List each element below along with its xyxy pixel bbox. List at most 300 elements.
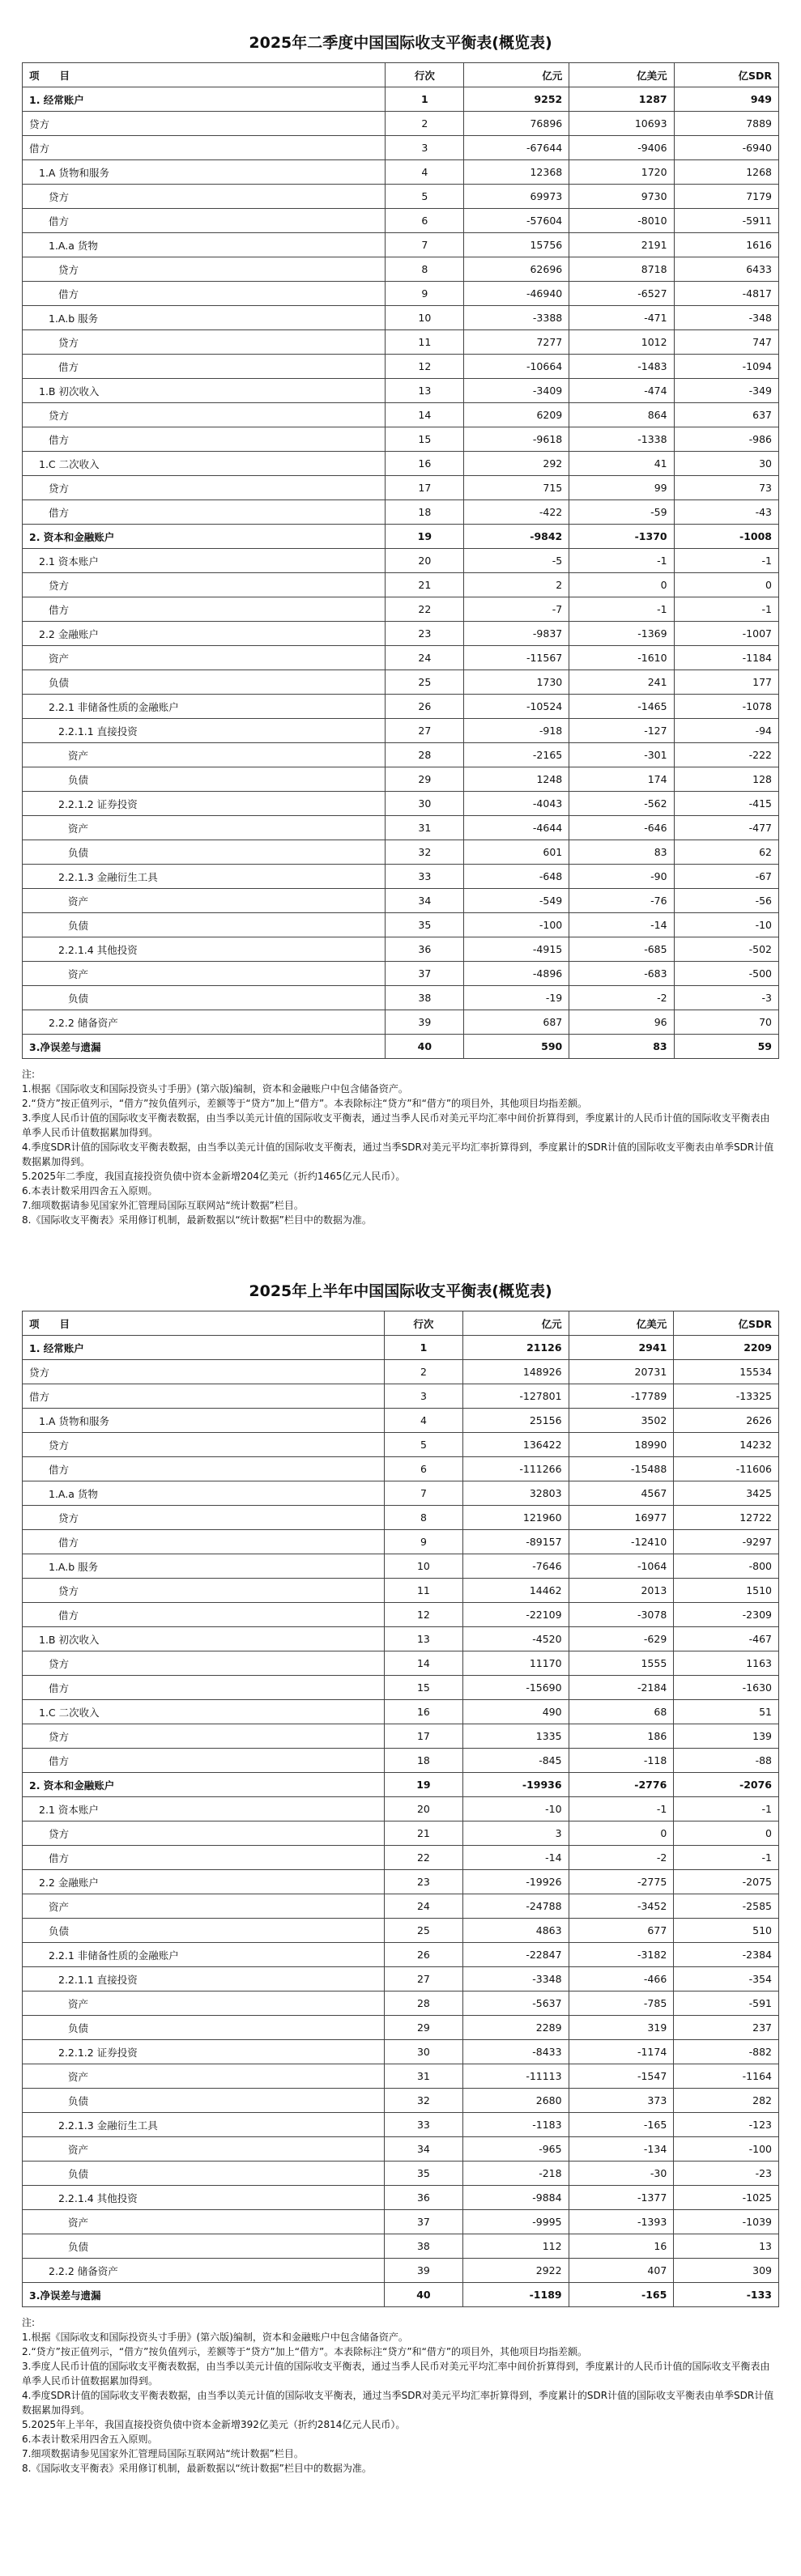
table-row xyxy=(23,233,779,257)
row-label: 借方 xyxy=(23,1749,385,1773)
row-number: 4 xyxy=(385,1409,463,1433)
value-cny: 14462 xyxy=(462,1579,569,1603)
note-item: 6.本表计数采用四舍五入原则。 xyxy=(22,1185,158,1197)
row-label: 1.A.b 服务 xyxy=(23,306,386,330)
table-row xyxy=(23,403,779,427)
row-number: 27 xyxy=(385,1967,463,1992)
row-label: 1.C 二次收入 xyxy=(23,452,386,476)
table-row xyxy=(23,1846,779,1870)
value-usd: 4567 xyxy=(569,1481,674,1506)
table-row xyxy=(23,476,779,500)
value-cny: -1189 xyxy=(462,2283,569,2307)
row-label: 借方 xyxy=(23,1846,385,1870)
value-sdr: 2209 xyxy=(674,1336,779,1360)
value-usd: 186 xyxy=(569,1724,674,1749)
row-label: 资产 xyxy=(23,962,386,986)
table-row xyxy=(23,355,779,379)
value-cny: 12368 xyxy=(464,160,569,185)
value-cny: -3409 xyxy=(464,379,569,403)
row-number: 34 xyxy=(385,2137,463,2162)
bop-section xyxy=(22,1279,779,2476)
value-usd: -474 xyxy=(569,379,674,403)
table-row xyxy=(23,306,779,330)
bop-table xyxy=(22,1311,779,2307)
table-row xyxy=(23,1651,779,1676)
row-label: 1.A.a 货物 xyxy=(23,233,386,257)
row-number: 1 xyxy=(385,1336,463,1360)
value-cny: -7 xyxy=(464,597,569,622)
value-usd: -2776 xyxy=(569,1773,674,1797)
table-row xyxy=(23,1457,779,1481)
value-cny: 2680 xyxy=(462,2089,569,2113)
row-label: 资产 xyxy=(23,1894,385,1919)
header-cny: 亿元 xyxy=(464,63,569,87)
value-usd: 174 xyxy=(569,767,674,792)
table-row xyxy=(23,2064,779,2089)
row-label: 2.2.1 非储备性质的金融账户 xyxy=(23,695,386,719)
row-label: 贷方 xyxy=(23,573,386,597)
table-row xyxy=(23,452,779,476)
value-cny: 2922 xyxy=(462,2259,569,2283)
row-label: 资产 xyxy=(23,2210,385,2234)
value-sdr: 139 xyxy=(674,1724,779,1749)
value-sdr: -67 xyxy=(674,865,778,889)
value-usd: 9730 xyxy=(569,185,674,209)
value-sdr: 1163 xyxy=(674,1651,779,1676)
header-sdr: 亿SDR xyxy=(674,63,778,87)
row-number: 37 xyxy=(386,962,464,986)
row-label: 资产 xyxy=(23,816,386,840)
value-sdr: 237 xyxy=(674,2016,779,2040)
row-number: 5 xyxy=(386,185,464,209)
row-number: 23 xyxy=(386,622,464,646)
value-cny: -111266 xyxy=(462,1457,569,1481)
value-cny: -1183 xyxy=(462,2113,569,2137)
row-label: 负债 xyxy=(23,986,386,1010)
row-number: 12 xyxy=(385,1603,463,1627)
value-cny: -9837 xyxy=(464,622,569,646)
value-cny: -11113 xyxy=(462,2064,569,2089)
value-cny: 1335 xyxy=(462,1724,569,1749)
value-usd: -646 xyxy=(569,816,674,840)
table-row xyxy=(23,1481,779,1506)
value-cny: 7277 xyxy=(464,330,569,355)
row-number: 13 xyxy=(386,379,464,403)
row-number: 7 xyxy=(386,233,464,257)
value-cny: -2165 xyxy=(464,743,569,767)
table-row xyxy=(23,1797,779,1821)
value-sdr: -2585 xyxy=(674,1894,779,1919)
value-sdr: -500 xyxy=(674,962,778,986)
value-usd: 407 xyxy=(569,2259,674,2283)
table-row xyxy=(23,1530,779,1554)
row-label: 贷方 xyxy=(23,330,386,355)
row-label: 借方 xyxy=(23,355,386,379)
row-number: 36 xyxy=(385,2186,463,2210)
row-label: 2. 资本和金融账户 xyxy=(23,1773,385,1797)
row-label: 2.2.2 储备资产 xyxy=(23,1010,386,1035)
row-number: 12 xyxy=(386,355,464,379)
row-number: 14 xyxy=(386,403,464,427)
value-sdr: 1616 xyxy=(674,233,778,257)
value-usd: -1465 xyxy=(569,695,674,719)
row-label: 2.2 金融账户 xyxy=(23,1870,385,1894)
value-sdr: 70 xyxy=(674,1010,778,1035)
table-row xyxy=(23,1360,779,1384)
row-number: 19 xyxy=(386,525,464,549)
note-item: 1.根据《国际收支和国际投资头寸手册》(第六版)编制，资本和金融账户中包含储备资产。 xyxy=(22,1083,408,1095)
value-cny: -845 xyxy=(462,1749,569,1773)
row-number: 40 xyxy=(386,1035,464,1059)
row-number: 7 xyxy=(385,1481,463,1506)
value-usd: -562 xyxy=(569,792,674,816)
value-usd: -1483 xyxy=(569,355,674,379)
value-cny: -3388 xyxy=(464,306,569,330)
value-usd: 41 xyxy=(569,452,674,476)
row-number: 29 xyxy=(386,767,464,792)
value-usd: 1720 xyxy=(569,160,674,185)
value-usd: 319 xyxy=(569,2016,674,2040)
value-usd: -165 xyxy=(569,2113,674,2137)
value-cny: -100 xyxy=(464,913,569,937)
row-number: 15 xyxy=(386,427,464,452)
row-number: 20 xyxy=(385,1797,463,1821)
value-cny: -4043 xyxy=(464,792,569,816)
value-cny: -22847 xyxy=(462,1943,569,1967)
value-cny: 21126 xyxy=(462,1336,569,1360)
row-label: 借方 xyxy=(23,1457,385,1481)
value-usd: 96 xyxy=(569,1010,674,1035)
value-usd: -2184 xyxy=(569,1676,674,1700)
row-label: 1.B 初次收入 xyxy=(23,1627,385,1651)
table-row xyxy=(23,1579,779,1603)
row-number: 20 xyxy=(386,549,464,573)
value-usd: -1369 xyxy=(569,622,674,646)
notes-block xyxy=(22,2315,779,2476)
row-number: 31 xyxy=(386,816,464,840)
value-sdr: -43 xyxy=(674,500,778,525)
header-row-no: 行次 xyxy=(385,1311,463,1336)
value-sdr: -3 xyxy=(674,986,778,1010)
value-sdr: -94 xyxy=(674,719,778,743)
note-item: 4.季度SDR计值的国际收支平衡表数据，由当季以美元计值的国际收支平衡表，通过当季SDR对美元平均汇率折算得到，季度累计的SDR计值的国际收支平衡表由单季SDR计值数据累加得到。 xyxy=(22,2390,774,2416)
value-usd: 68 xyxy=(569,1700,674,1724)
value-usd: 864 xyxy=(569,403,674,427)
value-cny: -7646 xyxy=(462,1554,569,1579)
row-label: 资产 xyxy=(23,2137,385,2162)
table-row xyxy=(23,2186,779,2210)
value-usd: 20731 xyxy=(569,1360,674,1384)
value-sdr: -1 xyxy=(674,1846,779,1870)
row-label: 贷方 xyxy=(23,257,386,282)
row-label: 借方 xyxy=(23,209,386,233)
row-label: 2.2.1.1 直接投资 xyxy=(23,719,386,743)
table-row xyxy=(23,1554,779,1579)
value-cny: -4915 xyxy=(464,937,569,962)
row-label: 借方 xyxy=(23,1676,385,1700)
value-cny: 715 xyxy=(464,476,569,500)
value-usd: -1547 xyxy=(569,2064,674,2089)
row-number: 40 xyxy=(385,2283,463,2307)
table-row xyxy=(23,136,779,160)
table-row xyxy=(23,597,779,622)
table-row xyxy=(23,2113,779,2137)
row-label: 借方 xyxy=(23,282,386,306)
bop-section xyxy=(22,31,779,1227)
row-label: 资产 xyxy=(23,2064,385,2089)
table-row xyxy=(23,573,779,597)
value-cny: -14 xyxy=(462,1846,569,1870)
value-cny: -9995 xyxy=(462,2210,569,2234)
row-label: 负债 xyxy=(23,767,386,792)
row-label: 贷方 xyxy=(23,476,386,500)
value-usd: -17789 xyxy=(569,1384,674,1409)
row-number: 24 xyxy=(385,1894,463,1919)
note-item: 4.季度SDR计值的国际收支平衡表数据，由当季以美元计值的国际收支平衡表，通过当季SDR对美元平均汇率折算得到，季度累计的SDR计值的国际收支平衡表由单季SDR计值数据累加得到。 xyxy=(22,1141,774,1167)
value-cny: -648 xyxy=(464,865,569,889)
row-label: 2.2.1.2 证券投资 xyxy=(23,792,386,816)
value-cny: 2 xyxy=(464,573,569,597)
row-label: 借方 xyxy=(23,1530,385,1554)
value-sdr: -477 xyxy=(674,816,778,840)
value-usd: -30 xyxy=(569,2162,674,2186)
value-usd: -685 xyxy=(569,937,674,962)
header-usd: 亿美元 xyxy=(569,1311,674,1336)
value-usd: -9406 xyxy=(569,136,674,160)
value-cny: -9884 xyxy=(462,2186,569,2210)
value-usd: -3182 xyxy=(569,1943,674,1967)
value-usd: 1287 xyxy=(569,87,674,112)
value-usd: -2 xyxy=(569,986,674,1010)
table-row xyxy=(23,1676,779,1700)
value-usd: 8718 xyxy=(569,257,674,282)
row-label: 贷方 xyxy=(23,1433,385,1457)
value-cny: 9252 xyxy=(464,87,569,112)
row-label: 3.净误差与遗漏 xyxy=(23,2283,385,2307)
value-cny: -22109 xyxy=(462,1603,569,1627)
value-sdr: 282 xyxy=(674,2089,779,2113)
table-row xyxy=(23,816,779,840)
row-number: 34 xyxy=(386,889,464,913)
table-row xyxy=(23,767,779,792)
row-number: 9 xyxy=(386,282,464,306)
table-row xyxy=(23,1627,779,1651)
table-row xyxy=(23,1035,779,1059)
row-label: 2.2.1.4 其他投资 xyxy=(23,937,386,962)
value-cny: -4896 xyxy=(464,962,569,986)
table-row xyxy=(23,792,779,816)
row-number: 21 xyxy=(385,1821,463,1846)
row-number: 32 xyxy=(386,840,464,865)
value-sdr: 747 xyxy=(674,330,778,355)
value-cny: 292 xyxy=(464,452,569,476)
row-number: 30 xyxy=(386,792,464,816)
value-usd: -165 xyxy=(569,2283,674,2307)
notes-lead: 注: xyxy=(22,1069,36,1080)
header-row-no: 行次 xyxy=(386,63,464,87)
value-cny: -8433 xyxy=(462,2040,569,2064)
row-label: 2.2.1.1 直接投资 xyxy=(23,1967,385,1992)
value-sdr: -2384 xyxy=(674,1943,779,1967)
value-sdr: 0 xyxy=(674,1821,779,1846)
value-sdr: 73 xyxy=(674,476,778,500)
table-row xyxy=(23,1821,779,1846)
row-label: 贷方 xyxy=(23,112,386,136)
value-sdr: -2076 xyxy=(674,1773,779,1797)
value-sdr: 6433 xyxy=(674,257,778,282)
value-sdr: -123 xyxy=(674,2113,779,2137)
row-label: 负债 xyxy=(23,840,386,865)
row-label: 借方 xyxy=(23,500,386,525)
value-usd: -1377 xyxy=(569,2186,674,2210)
value-sdr: -1 xyxy=(674,549,778,573)
row-label: 2.1 资本账户 xyxy=(23,549,386,573)
value-usd: -1 xyxy=(569,1797,674,1821)
table-row xyxy=(23,257,779,282)
row-label: 资产 xyxy=(23,889,386,913)
value-sdr: -1039 xyxy=(674,2210,779,2234)
value-usd: 83 xyxy=(569,840,674,865)
row-label: 2.2.2 储备资产 xyxy=(23,2259,385,2283)
row-number: 3 xyxy=(385,1384,463,1409)
row-number: 14 xyxy=(385,1651,463,1676)
value-usd: 241 xyxy=(569,670,674,695)
row-number: 39 xyxy=(385,2259,463,2283)
table-row xyxy=(23,1894,779,1919)
row-label: 2.2.1.2 证券投资 xyxy=(23,2040,385,2064)
row-number: 26 xyxy=(385,1943,463,1967)
row-label: 资产 xyxy=(23,1992,385,2016)
value-sdr: -354 xyxy=(674,1967,779,1992)
value-usd: -12410 xyxy=(569,1530,674,1554)
row-number: 19 xyxy=(385,1773,463,1797)
value-usd: -301 xyxy=(569,743,674,767)
value-cny: 1248 xyxy=(464,767,569,792)
value-sdr: 0 xyxy=(674,573,778,597)
table-header-row xyxy=(23,63,779,87)
value-sdr: -10 xyxy=(674,913,778,937)
value-usd: -629 xyxy=(569,1627,674,1651)
table-row xyxy=(23,1336,779,1360)
note-item: 2.“贷方”按正值列示，“借方”按负值列示，差额等于“贷方”加上“借方”。本表除标注“贷方”和“借方”的项目外，其他项目均指差额。 xyxy=(22,2346,588,2357)
value-sdr: -2309 xyxy=(674,1603,779,1627)
table-row xyxy=(23,282,779,306)
value-cny: -127801 xyxy=(462,1384,569,1409)
value-sdr: -882 xyxy=(674,2040,779,2064)
value-cny: -5637 xyxy=(462,1992,569,2016)
value-cny: -19936 xyxy=(462,1773,569,1797)
value-usd: -1393 xyxy=(569,2210,674,2234)
row-label: 贷方 xyxy=(23,403,386,427)
row-number: 38 xyxy=(386,986,464,1010)
value-sdr: -2075 xyxy=(674,1870,779,1894)
value-sdr: 3425 xyxy=(674,1481,779,1506)
row-number: 37 xyxy=(385,2210,463,2234)
row-number: 21 xyxy=(386,573,464,597)
row-number: 9 xyxy=(385,1530,463,1554)
table-row xyxy=(23,2016,779,2040)
table-row xyxy=(23,1506,779,1530)
value-usd: -466 xyxy=(569,1967,674,1992)
row-number: 22 xyxy=(385,1846,463,1870)
row-label: 贷方 xyxy=(23,1651,385,1676)
row-label: 借方 xyxy=(23,427,386,452)
row-label: 借方 xyxy=(23,597,386,622)
value-sdr: -1094 xyxy=(674,355,778,379)
row-number: 17 xyxy=(386,476,464,500)
row-number: 25 xyxy=(386,670,464,695)
value-sdr: -502 xyxy=(674,937,778,962)
row-number: 28 xyxy=(385,1992,463,2016)
table-row xyxy=(23,1773,779,1797)
value-sdr: -1 xyxy=(674,597,778,622)
row-label: 负债 xyxy=(23,913,386,937)
table-header-row xyxy=(23,1311,779,1336)
table-row xyxy=(23,962,779,986)
row-label: 负债 xyxy=(23,670,386,695)
note-item: 7.细项数据请参见国家外汇管理局国际互联网站“统计数据”栏目。 xyxy=(22,2448,304,2459)
row-label: 负债 xyxy=(23,2162,385,2186)
table-row xyxy=(23,1603,779,1627)
header-item: 项 目 xyxy=(23,63,386,87)
value-cny: -9618 xyxy=(464,427,569,452)
row-number: 18 xyxy=(386,500,464,525)
value-usd: 18990 xyxy=(569,1433,674,1457)
value-cny: -10664 xyxy=(464,355,569,379)
row-label: 2.2.1.3 金融衍生工具 xyxy=(23,2113,385,2137)
row-label: 贷方 xyxy=(23,1360,385,1384)
value-cny: 25156 xyxy=(462,1409,569,1433)
table-row xyxy=(23,2162,779,2186)
value-sdr: 30 xyxy=(674,452,778,476)
value-cny: 3 xyxy=(462,1821,569,1846)
value-usd: -2775 xyxy=(569,1870,674,1894)
value-usd: -683 xyxy=(569,962,674,986)
value-usd: -134 xyxy=(569,2137,674,2162)
value-sdr: 637 xyxy=(674,403,778,427)
note-item: 7.细项数据请参见国家外汇管理局国际互联网站“统计数据”栏目。 xyxy=(22,1200,304,1211)
row-number: 25 xyxy=(385,1919,463,1943)
table-row xyxy=(23,379,779,403)
row-number: 32 xyxy=(385,2089,463,2113)
value-cny: -4520 xyxy=(462,1627,569,1651)
value-usd: -1338 xyxy=(569,427,674,452)
value-usd: 1555 xyxy=(569,1651,674,1676)
table-row xyxy=(23,2283,779,2307)
value-sdr: -800 xyxy=(674,1554,779,1579)
value-usd: -1174 xyxy=(569,2040,674,2064)
value-sdr: -1164 xyxy=(674,2064,779,2089)
value-cny: 112 xyxy=(462,2234,569,2259)
value-sdr: -100 xyxy=(674,2137,779,2162)
row-number: 15 xyxy=(385,1676,463,1700)
value-cny: 62696 xyxy=(464,257,569,282)
table-row xyxy=(23,1919,779,1943)
value-cny: -4644 xyxy=(464,816,569,840)
value-usd: -1064 xyxy=(569,1554,674,1579)
row-label: 3.净误差与遗漏 xyxy=(23,1035,386,1059)
table-row xyxy=(23,525,779,549)
value-cny: -9842 xyxy=(464,525,569,549)
value-cny: 148926 xyxy=(462,1360,569,1384)
row-number: 18 xyxy=(385,1749,463,1773)
row-number: 8 xyxy=(385,1506,463,1530)
value-cny: -19926 xyxy=(462,1870,569,1894)
table-row xyxy=(23,865,779,889)
value-sdr: -1 xyxy=(674,1797,779,1821)
table-row xyxy=(23,695,779,719)
value-usd: -76 xyxy=(569,889,674,913)
